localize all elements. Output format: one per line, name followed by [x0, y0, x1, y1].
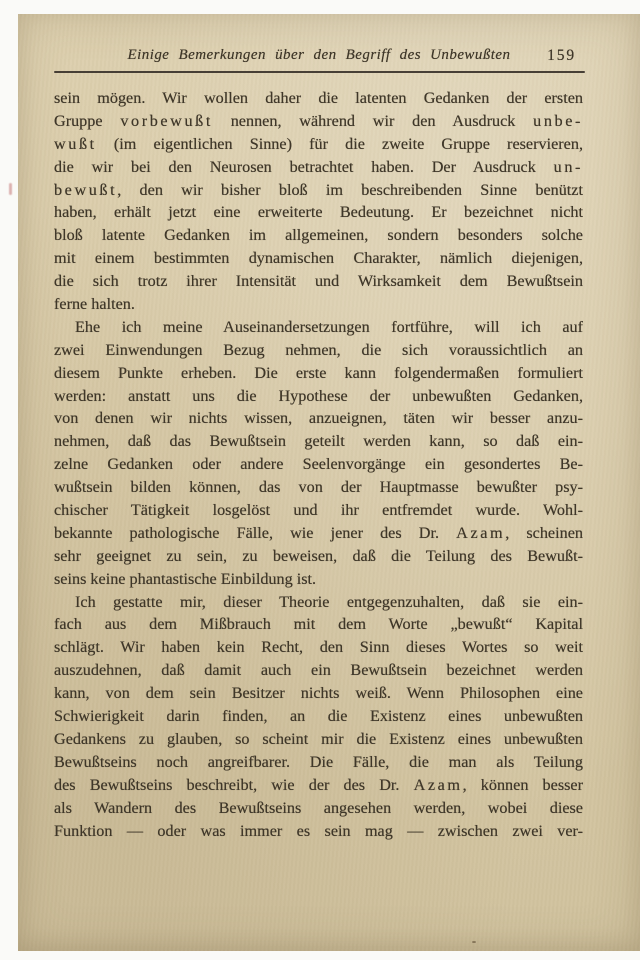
letterspaced-text: bewußt	[54, 180, 118, 199]
text-line	[54, 247, 583, 270]
text-segment: zwei Einwendungen Bezug nehmen, die sich voraussichtlich an	[54, 340, 583, 359]
text-segment: von denen wir nichts wissen, anzueignen, täten wir besser anzu-	[54, 409, 583, 428]
text-segment: Bewußtseins noch angreifbarer. Die Fälle, die man als Teilung	[54, 752, 583, 771]
text-line	[54, 728, 583, 751]
text-segment: , scheinen	[505, 523, 583, 542]
text-segment: fach aus dem Mißbrauch mit dem Worte „bewußt“ Kapital	[54, 615, 583, 634]
text-segment: , können besser	[462, 775, 583, 794]
letterspaced-text: Azam	[413, 775, 463, 794]
text-line	[54, 179, 583, 202]
text-line	[54, 774, 583, 797]
text-segment: Ich gestatte mir, dieser Theorie entgegenzuhalten, daß sie ein-	[75, 592, 583, 611]
text-line	[54, 362, 583, 385]
text-line	[54, 201, 583, 224]
text-block	[54, 87, 583, 842]
text-segment: schlägt. Wir haben kein Recht, den Sinn dieses Wortes so weit	[54, 638, 583, 657]
text-line	[54, 430, 583, 453]
text-line	[54, 682, 583, 705]
book-page	[18, 14, 640, 951]
text-segment: kann, von dem sein Besitzer nichts weiß. Wenn Philosophen eine	[54, 684, 583, 703]
text-segment: als Wandern des Bewußtseins angesehen werden, wobei diese	[54, 798, 583, 817]
text-segment: bekannte pathologische Fälle, wie jener des Dr.	[54, 523, 457, 542]
text-line	[54, 87, 583, 110]
text-segment: bloß latente Gedanken im allgemeinen, sondern besonders solche	[54, 226, 583, 245]
text-line	[54, 545, 583, 568]
text-line	[54, 636, 583, 659]
text-segment: sein mögen. Wir wollen daher die latenten Gedanken der ersten	[54, 89, 583, 107]
text-segment: auszudehnen, daß damit auch ein Bewußtsein bezeichnet werden	[54, 661, 583, 680]
text-line	[54, 568, 583, 591]
text-line	[54, 476, 583, 499]
text-segment: Ehe ich meine Auseinandersetzungen fortführe, will ich auf	[75, 317, 583, 336]
paragraph	[54, 316, 583, 591]
page-header	[54, 47, 584, 69]
text-line	[54, 110, 583, 133]
text-line	[54, 385, 583, 408]
page-number: 159	[547, 47, 576, 64]
letterspaced-text: vorbewußt	[120, 111, 213, 130]
text-line	[54, 407, 583, 430]
margin-mark	[9, 183, 12, 195]
text-line	[54, 591, 583, 614]
text-line	[54, 797, 583, 820]
text-line	[54, 339, 583, 362]
letterspaced-text: wußt	[54, 134, 97, 153]
text-line	[54, 453, 583, 476]
paragraph	[54, 591, 583, 843]
text-line	[54, 316, 583, 339]
text-line	[54, 133, 583, 156]
letterspaced-text: un-	[553, 157, 583, 176]
text-segment: wußtsein bilden können, das von der Hauptmasse bewußter psy-	[54, 478, 583, 497]
text-segment: Gedankens zu glauben, so scheint mir die Existenz eines unbewußten	[54, 729, 583, 748]
text-segment: chischer Tätigkeit losgelöst und ihr entfremdet wurde. Wohl-	[54, 501, 583, 520]
text-segment: mit einem bestimmten dynamischen Charakter, nämlich diejenigen,	[54, 249, 583, 268]
text-segment: diesem Punkte erheben. Die erste kann folgendermaßen formuliert	[54, 363, 583, 382]
text-segment: , den wir bisher bloß im beschreibenden Sinne benützt	[117, 180, 583, 199]
paragraph	[54, 87, 583, 316]
text-segment: (im eigentlichen Sinne) für die zweite Gruppe reservieren,	[96, 134, 583, 153]
text-segment: sehr geeignet zu sein, zu beweisen, daß die Teilung des Bewußt-	[54, 546, 583, 565]
running-title: Einige Bemerkungen über den Begriff des Unbewußten	[127, 47, 511, 63]
text-segment: Schwierigkeit darin finden, an die Existenz eines unbewußten	[54, 707, 583, 726]
text-segment: nehmen, daß das Bewußtsein geteilt werden kann, so daß ein-	[54, 432, 583, 451]
text-line	[54, 751, 583, 774]
text-segment: des Bewußtseins beschreibt, wie der des Dr.	[54, 775, 414, 794]
text-line	[54, 270, 583, 293]
text-line	[54, 659, 583, 682]
text-segment: die wir bei den Neurosen betrachtet haben. Der Ausdruck	[54, 157, 554, 176]
paper-speck	[472, 941, 476, 943]
text-segment: haben, erhält jetzt eine erweiterte Bedeutung. Er bezeichnet nicht	[54, 203, 583, 222]
text-line	[54, 156, 583, 179]
text-line	[54, 705, 583, 728]
text-line	[54, 820, 583, 843]
letterspaced-text: unbe-	[533, 111, 583, 130]
letterspaced-text: Azam	[456, 523, 506, 542]
text-segment: Funktion — oder was immer es sein mag — zwischen zwei ver-	[54, 821, 583, 840]
text-line	[54, 293, 583, 316]
text-line	[54, 224, 583, 247]
text-segment: Gruppe	[54, 111, 121, 130]
text-segment: die sich trotz ihrer Intensität und Wirksamkeit dem Bewußtsein	[54, 272, 583, 291]
text-segment: ferne halten.	[54, 295, 135, 314]
header-rule	[54, 71, 585, 73]
text-segment: zelne Gedanken oder andere Seelenvorgänge ein gesondertes Be-	[54, 455, 583, 474]
text-line	[54, 499, 583, 522]
text-line	[54, 522, 583, 545]
text-line	[54, 613, 583, 636]
text-segment: seins keine phantastische Einbildung ist.	[54, 569, 317, 588]
text-segment: werden: anstatt uns die Hypothese der unbewußten Gedanken,	[54, 386, 583, 405]
text-segment: nennen, während wir den Ausdruck	[212, 111, 534, 130]
